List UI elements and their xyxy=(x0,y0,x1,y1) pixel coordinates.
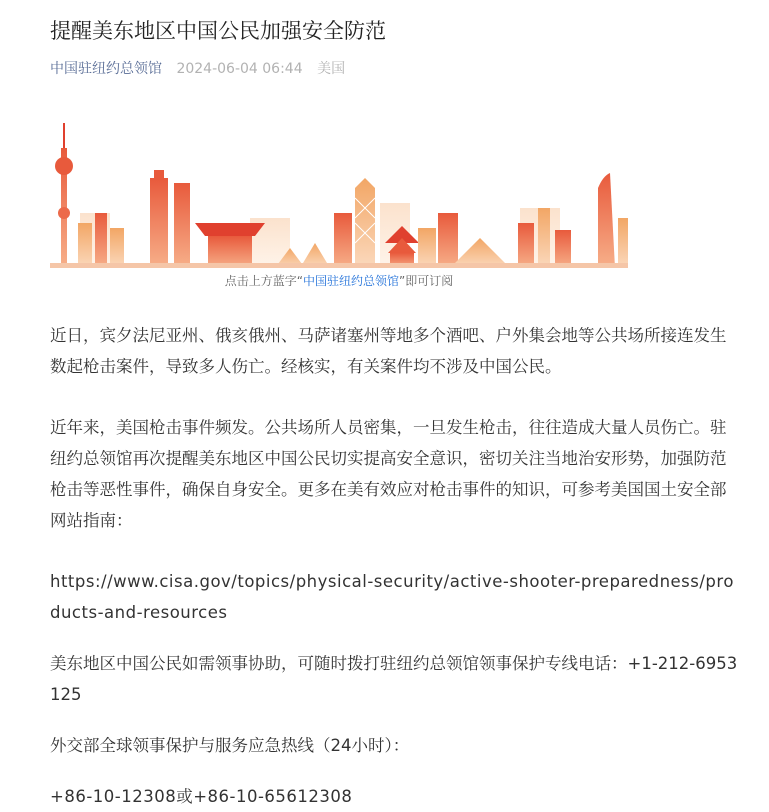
subscribe-account-link[interactable]: 中国驻纽约总领馆 xyxy=(302,274,399,288)
article-title: 提醒美东地区中国公民加强安全防范 xyxy=(50,19,386,43)
paragraph-mfa-hotline-label: 外交部全球领事保护与服务应急热线（24小时）： xyxy=(50,736,410,755)
paragraph-incidents: 近日，宾夕法尼亚州、俄亥俄州、马萨诸塞州等地多个酒吧、户外集会地等公共场所接连发生数起枪击案件，导致多人伤亡。经核实，有关案件均不涉及中国公民。 xyxy=(50,326,727,376)
publish-date: 2024-06-04 06:44 xyxy=(176,61,303,77)
caption-prefix: 点击上方蓝字“ xyxy=(224,274,303,288)
paragraph-consular-hotline: 美东地区中国公民如需领事协助，可随时拨打驻纽约总领馆领事保护专线电话：+1-212-6953125 xyxy=(50,654,738,704)
mfa-hotline-numbers: +86-10-12308或+86-10-65612308 xyxy=(50,787,353,806)
caption-suffix: ”即可订阅 xyxy=(399,274,454,288)
article-body xyxy=(50,320,740,812)
subscribe-caption xyxy=(50,272,628,290)
paragraph-reminder: 近年来，美国枪击事件频发。公共场所人员密集，一旦发生枪击，往往造成大量人员伤亡。驻纽约总领馆再次提醒美东地区中国公民切实提高安全意识，密切关注当地治安形势，加强防范枪击等恶性事件，确保自身安全。更多在美有效应对枪击事件的知识，可参考美国国土安全部网站指南： xyxy=(50,418,727,530)
skyline-banner xyxy=(50,118,628,268)
publish-region: 美国 xyxy=(317,61,346,77)
guide-url: https://www.cisa.gov/topics/physical-security/active-shooter-preparedness/products-and-resources xyxy=(50,572,734,622)
article-meta xyxy=(50,58,345,80)
account-name-link[interactable]: 中国驻纽约总领馆 xyxy=(50,61,162,77)
